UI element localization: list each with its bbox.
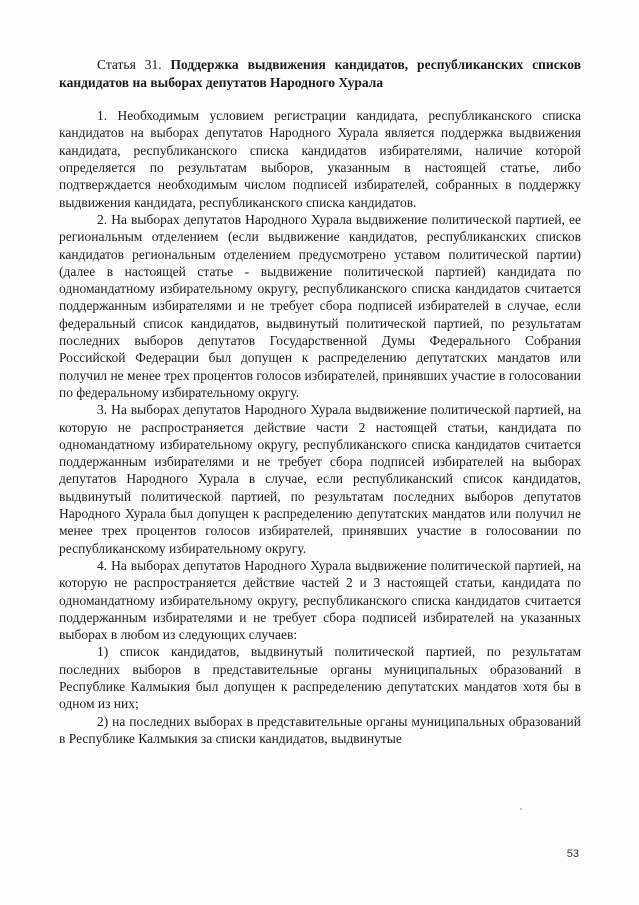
paragraph-1: 1. Необходимым условием регистрации кандидата, республиканского списка кандидатов на выборах депутатов Народного Хурала является поддержка выдвижения кандидата, республиканского списка кандидатов избирателями, наличие которой определяется по результатам выборов, указанным в настоящей статье, либо подтверждается необходимым числом подписей избирателей, собранных в поддержку выдвижения кандидата, республиканского списка кандидатов. <box>59 108 581 210</box>
article-title: Поддержка выдвижения кандидатов, республиканских списков кандидатов на выборах депутатов Народного Хурала <box>59 57 581 90</box>
paragraph-4: 4. На выборах депутатов Народного Хурала выдвижение политической партией, на которую не распространяется действие частей 2 и 3 настоящей статьи, кандидата по одномандатному избирательному округу, республиканского списка кандидатов считается поддержанным избирателями и не требует сбора подписей избирателей на указанных выборах в любом из следующих случаев: <box>59 557 581 643</box>
paragraph-3: 3. На выборах депутатов Народного Хурала выдвижение политической партией, на которую не распространяется действие части 2 настоящей статьи, кандидата по одномандатному избирательному округу, республиканского списка кандидатов считается поддержанным избирателями и не требует сбора подписей избирателей на выборах депутатов Народного Хурала в случае, если республиканский список кандидатов, выдвинутый политической партией, по результатам последних выборов депутатов Народного Хурала был допущен к распределению депутатских мандатов или получил не менее трех процентов голосов избирателей, принявших участие в голосовании по республиканскому избирательному округу. <box>59 402 581 556</box>
page-content <box>59 56 581 747</box>
article-number: Статья 31. <box>97 57 162 72</box>
article-heading <box>59 56 581 91</box>
subitem-2: 2) на последних выборах в представительные органы муниципальных образований в Республике Калмыкия за списки кандидатов, выдвинутые <box>59 713 581 746</box>
scan-speck <box>520 808 522 810</box>
subitem-1: 1) список кандидатов, выдвинутый политической партией, по результатам последних выборов в представительные органы муниципальных образований в Республике Калмыкия был допущен к распределению депутатских мандатов хотя бы в одном из них; <box>59 644 581 712</box>
page-number: 53 <box>566 848 579 860</box>
paragraph-2: 2. На выборах депутатов Народного Хурала выдвижение политической партией, ее региональным отделением (если выдвижение кандидатов, республиканских списков кандидатов региональным отделением предусмотрено уставом политической партии) (далее в настоящей статье - выдвижение политической партией) кандидата по одномандатному избирательному округу, республиканского списка кандидатов считается поддержанным избирателями и не требует сбора подписей избирателей в случае, если федеральный список кандидатов, выдвинутый политической партией, по результатам последних выборов депутатов Государственной Думы Федерального Собрания Российской Федерации был допущен к распределению депутатских мандатов или получил не менее трех процентов голосов избирателей, принявших участие в голосовании по федеральному избирательному округу. <box>59 211 581 400</box>
